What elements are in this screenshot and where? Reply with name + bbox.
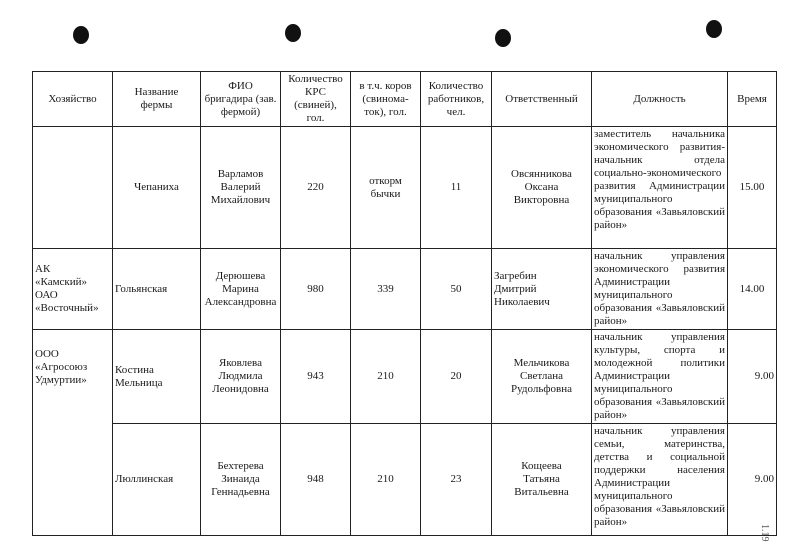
header-time: Время — [728, 72, 777, 127]
header-cows-count: в т.ч. коров (свинома- ток), гол. — [351, 72, 421, 127]
cell-cows: 210 — [351, 330, 421, 424]
cell-brigadier: Бехтерева Зинаида Геннадьевна — [201, 424, 281, 536]
cell-position: начальник управления культуры, спорта и молодежной политики Администрации муниципального образования «Завьяловский район» — [592, 330, 728, 424]
cell-position: начальник управления экономического развития Администрации муниципального образования «Завьяловский район» — [592, 249, 728, 330]
cell-farm: Гольянская — [113, 249, 201, 330]
header-farm-owner: Хозяйство — [33, 72, 113, 127]
header-krs-count: Количество КРС (свиней), гол. — [281, 72, 351, 127]
cell-cows: 339 — [351, 249, 421, 330]
cell-krs: 948 — [281, 424, 351, 536]
cell-owner: ООО «Агросоюз Удмуртии» — [33, 330, 113, 536]
table-row — [33, 127, 777, 249]
cell-krs: 220 — [281, 127, 351, 249]
cell-cows: откорм бычки — [351, 127, 421, 249]
cell-cows: 210 — [351, 424, 421, 536]
cell-owner: АК «Камский» ОАО «Восточный» — [33, 249, 113, 330]
cell-brigadier: Варламов Валерий Михайлович — [201, 127, 281, 249]
cell-responsible: Мельчикова Светлана Рудольфовна — [492, 330, 592, 424]
cell-workers: 20 — [421, 330, 492, 424]
cell-time: 15.00 — [728, 127, 777, 249]
cell-krs: 943 — [281, 330, 351, 424]
binder-hole — [285, 24, 301, 42]
header-brigadier: ФИО бригадира (зав. фермой) — [201, 72, 281, 127]
binder-hole — [706, 20, 722, 38]
cell-workers: 11 — [421, 127, 492, 249]
cell-owner — [33, 127, 113, 249]
table-row — [33, 249, 777, 330]
cell-farm: Люллинская — [113, 424, 201, 536]
header-position: Должность — [592, 72, 728, 127]
table-header-row — [33, 72, 777, 127]
binder-hole — [495, 29, 511, 47]
cell-responsible: Овсянникова Оксана Викторовна — [492, 127, 592, 249]
table-row — [33, 330, 777, 424]
cell-position: заместитель начальника экономического развития- начальник отдела социально-экономического развития Администрации муниципального образования «Завьяловский район» — [592, 127, 728, 249]
farms-table — [32, 71, 777, 536]
cell-responsible: Кощеева Татьяна Витальевна — [492, 424, 592, 536]
cell-workers: 50 — [421, 249, 492, 330]
header-farm-name: Название фермы — [113, 72, 201, 127]
handwritten-page-number: 1.19 — [759, 524, 770, 542]
cell-brigadier: Яковлева Людмила Леонидовна — [201, 330, 281, 424]
cell-responsible: Загребин Дмитрий Николаевич — [492, 249, 592, 330]
cell-time: 14.00 — [728, 249, 777, 330]
cell-time: 9.00 — [728, 330, 777, 424]
binder-hole — [73, 26, 89, 44]
header-responsible: Ответственный — [492, 72, 592, 127]
cell-time: 9.00 — [728, 424, 777, 536]
cell-krs: 980 — [281, 249, 351, 330]
table-row — [33, 424, 777, 536]
cell-workers: 23 — [421, 424, 492, 536]
header-workers: Количество работников, чел. — [421, 72, 492, 127]
cell-farm: Костина Мельница — [113, 330, 201, 424]
cell-position: начальник управления семьи, материнства, детства и социальной поддержки населения Администрации муниципального образования «Завьяловский район» — [592, 424, 728, 536]
cell-farm: Чепаниха — [113, 127, 201, 249]
cell-brigadier: Дерюшева Марина Александровна — [201, 249, 281, 330]
